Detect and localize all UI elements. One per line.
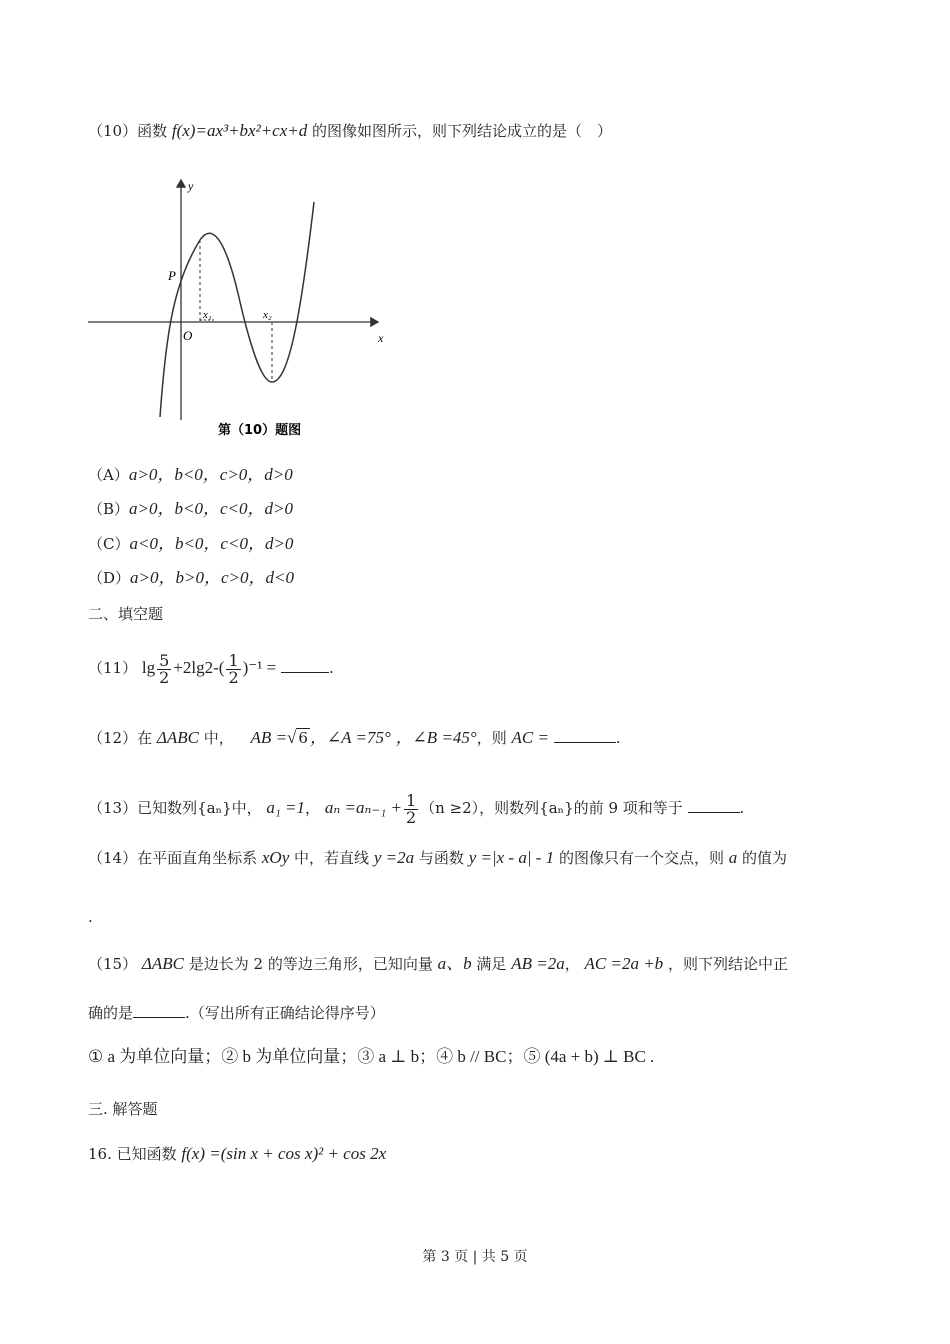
q10-stem — [88, 120, 612, 142]
q15-line-1: （15） ΔABC 是边长为 2 的等边三角形，已知向量 a、b 满足 AB =2a， AC =2a +b ，则下列结论中正 — [88, 954, 788, 973]
cubic-curve — [160, 202, 314, 417]
q12-answer-blank[interactable] — [554, 742, 616, 743]
origin-label: O — [183, 328, 193, 343]
q11: （11） lg $\frac{5}{2}$ +2lg2-( $\frac{1}{2}$ )⁻¹ = . — [88, 650, 334, 687]
q13: （13）已知数列{aₙ}中， a₁ =1， aₙ =aₙ₋₁ + $\frac{1}{2}$ （n ≥2），则数列{aₙ}的前 9 项和等于 . — [88, 790, 745, 827]
q10-function: f(x)=ax³+bx²+cx+d — [171, 121, 308, 140]
x-axis-label: x — [378, 331, 384, 345]
q13-fraction: $\frac{1}{2}$ — [405, 790, 417, 827]
q15-line-2: 确的是 .（写出所有正确结论得序号） — [88, 1004, 385, 1022]
page-footer: 第 3 页 | 共 5 页 — [422, 1249, 528, 1265]
q15-statements: ① a 为单位向量；② b 为单位向量；③ a ⊥ b；④ b // BC；⑤ (4a + b) ⊥ BC . — [88, 1047, 655, 1066]
p-label: P — [168, 268, 176, 283]
q11-fraction-2: $\frac{1}{2}$ — [228, 650, 239, 687]
q12: （12）在 ΔABC 中， AB =√ 6 ，∠A =75° ，∠B =45°，则 AC = . — [88, 728, 621, 747]
x2-label: x₂ — [263, 309, 272, 321]
q11-fraction-1: $\frac{5}{2}$ — [159, 650, 170, 687]
y-axis-label: y — [188, 179, 194, 193]
figure-caption: 第（10）题图 — [218, 423, 302, 438]
q15-answer-blank[interactable] — [133, 1017, 185, 1018]
q10-suffix: 的图像如图所示，则下列结论成立的是（ ） — [312, 122, 613, 140]
section-3-title: 三. 解答题 — [88, 1100, 158, 1118]
q10-option-b: （B）a>0，b<0，c<0，d>0 — [88, 499, 293, 518]
q16: 16. 已知函数 f(x) =(sin x + cos x)² + cos 2x — [88, 1144, 387, 1163]
q10-option-c: （C）a<0，b<0，c<0，d>0 — [88, 534, 294, 553]
q10-function-graph — [88, 172, 418, 447]
q13-answer-blank[interactable] — [688, 812, 740, 813]
q14-end: . — [88, 908, 93, 926]
x1-label: x₁ — [203, 309, 212, 321]
section-2-title: 二、填空题 — [88, 605, 164, 623]
q11-answer-blank[interactable] — [281, 672, 329, 673]
q10-option-d: （D）a>0，b>0，c>0，d<0 — [88, 568, 294, 587]
q14: （14）在平面直角坐标系 xOy 中，若直线 y =2a 与函数 y =|x - a| - 1 的图像只有一个交点，则 a 的值为 — [88, 848, 788, 867]
q10-option-a: （A）a>0，b<0，c>0，d>0 — [88, 465, 293, 484]
q10-prefix: （10）函数 — [88, 122, 168, 140]
